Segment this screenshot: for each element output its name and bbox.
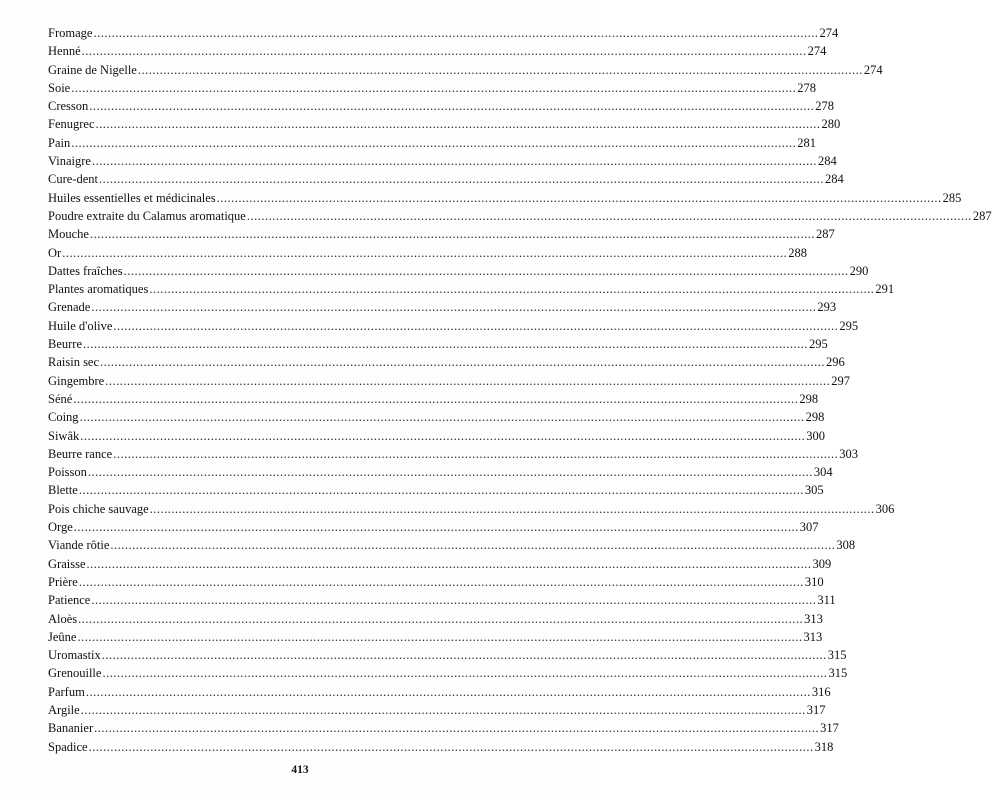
index-entry [48, 408, 825, 426]
entry-page-number: 284 [817, 154, 837, 169]
entry-page-number: 307 [799, 520, 819, 535]
entry-term: Argile [48, 702, 80, 717]
dot-leader: ........................................................................................................................................................................................................ [71, 135, 797, 150]
entry-term: Huile d'olive [48, 318, 113, 333]
entry-term: Viande rôtie [48, 538, 110, 553]
entry-page-number: 298 [799, 391, 819, 406]
index-entry [48, 500, 895, 518]
index-entry [48, 481, 824, 499]
entry-term: Mouche [48, 227, 89, 242]
index-entry [48, 610, 823, 628]
entry-page-number: 315 [828, 666, 848, 681]
entry-term: Bananier [48, 721, 94, 736]
entry-page-number: 318 [814, 739, 834, 754]
entry-term: Séné [48, 391, 73, 406]
dot-leader: ........................................................................................................................................................................................................ [149, 501, 875, 516]
dot-leader: ........................................................................................................................................................................................................ [98, 172, 824, 187]
dot-leader: ........................................................................................................................................................................................................ [80, 702, 806, 717]
dot-leader: ........................................................................................................................................................................................................ [102, 666, 828, 681]
entry-term: Dattes fraîches [48, 263, 123, 278]
entry-term: Pain [48, 135, 71, 150]
entry-page-number: 306 [875, 501, 895, 516]
index-entry [48, 207, 992, 225]
dot-leader: ........................................................................................................................................................................................................ [87, 465, 813, 480]
entry-page-number: 285 [942, 190, 962, 205]
entry-page-number: 284 [824, 172, 844, 187]
entry-term: Raisin sec [48, 355, 100, 370]
dot-leader: ........................................................................................................................................................................................................ [77, 629, 803, 644]
entry-term: Cure-dent [48, 172, 98, 187]
dot-leader: ........................................................................................................................................................................................................ [88, 739, 814, 754]
entry-term: Graisse [48, 556, 86, 571]
index-entry [48, 115, 841, 133]
entry-term: Patience [48, 593, 91, 608]
entry-term: Henné [48, 44, 81, 59]
entry-page-number: 304 [813, 465, 833, 480]
entry-page-number: 295 [809, 337, 828, 352]
dot-leader: ........................................................................................................................................................................................................ [149, 282, 875, 297]
index-entry [48, 61, 883, 79]
dot-leader: ........................................................................................................................................................................................................ [101, 648, 827, 663]
index-entry [48, 719, 839, 737]
index-entry [48, 79, 816, 97]
index-entry [48, 390, 819, 408]
entry-page-number: 298 [805, 410, 825, 425]
entry-term: Gingembre [48, 373, 105, 388]
index-entry [48, 317, 859, 335]
entry-page-number: 317 [806, 702, 826, 717]
entry-page-number: 278 [815, 99, 835, 114]
index-entry [48, 42, 827, 60]
entry-page-number: 313 [803, 629, 823, 644]
index-entry [48, 536, 856, 554]
entry-term: Parfum [48, 684, 85, 699]
index-entry [48, 244, 807, 262]
entry-term: Poisson [48, 465, 87, 480]
index-entry [48, 353, 845, 371]
entry-page-number: 287 [972, 208, 992, 223]
dot-leader: ........................................................................................................................................................................................................ [91, 154, 817, 169]
dot-leader: ........................................................................................................................................................................................................ [62, 245, 788, 260]
entry-page-number: 274 [863, 62, 883, 77]
entry-term: Or [48, 245, 62, 260]
dot-leader: ........................................................................................................................................................................................................ [73, 520, 799, 535]
entry-page-number: 295 [839, 318, 859, 333]
dot-leader: ........................................................................................................................................................................................................ [86, 556, 812, 571]
dot-leader: ........................................................................................................................................................................................................ [123, 263, 849, 278]
dot-leader: ........................................................................................................................................................................................................ [113, 318, 839, 333]
entry-term: Fenugrec [48, 117, 95, 132]
entry-term: Poudre extraite du Calamus aromatique [48, 208, 246, 223]
index-entry [48, 555, 832, 573]
index-entry [48, 97, 835, 115]
index-entry [48, 664, 848, 682]
dot-leader: ........................................................................................................................................................................................................ [246, 208, 972, 223]
index-entry [48, 701, 826, 719]
entry-term: Cresson [48, 99, 89, 114]
entry-term: Coing [48, 410, 79, 425]
dot-leader: ........................................................................................................................................................................................................ [91, 300, 817, 315]
entry-term: Jeûne [48, 629, 77, 644]
entry-page-number: 291 [875, 282, 895, 297]
index-entry [48, 427, 825, 445]
dot-leader: ........................................................................................................................................................................................................ [81, 44, 807, 59]
dot-leader: ........................................................................................................................................................................................................ [78, 574, 804, 589]
dot-leader: ........................................................................................................................................................................................................ [89, 227, 815, 242]
entry-term: Soie [48, 80, 71, 95]
dot-leader: ........................................................................................................................................................................................................ [94, 721, 820, 736]
entry-page-number: 297 [831, 373, 850, 388]
entry-term: Vinaigre [48, 154, 91, 169]
index-entry [48, 372, 850, 390]
index-entry [48, 152, 837, 170]
entry-term: Fromage [48, 26, 93, 40]
dot-leader: ........................................................................................................................................................................................................ [79, 410, 805, 425]
dot-leader: ........................................................................................................................................................................................................ [89, 99, 815, 114]
entry-term: Spadice [48, 739, 88, 754]
entry-page-number: 309 [812, 556, 832, 571]
entry-page-number: 274 [807, 44, 827, 59]
dot-leader: ........................................................................................................................................................................................................ [113, 446, 839, 461]
entry-term: Siwâk [48, 428, 80, 443]
dot-leader: ........................................................................................................................................................................................................ [78, 611, 804, 626]
entry-page-number: 280 [821, 117, 841, 132]
entry-term: Uromastix [48, 648, 101, 663]
index-entry [48, 24, 839, 42]
entry-term: Beurre [48, 337, 83, 352]
entry-page-number: 296 [826, 355, 845, 370]
index-entry [48, 170, 844, 188]
entry-term: Pois chiche sauvage [48, 501, 149, 516]
entry-term: Prière [48, 574, 78, 589]
entry-page-number: 293 [817, 300, 837, 315]
entry-page-number: 305 [804, 483, 824, 498]
entry-term: Beurre rance [48, 446, 113, 461]
index-list [48, 24, 992, 756]
entry-term: Aloès [48, 611, 78, 626]
entry-page-number: 310 [804, 574, 824, 589]
index-entry [48, 189, 962, 207]
entry-page-number: 274 [819, 26, 839, 40]
index-entry [48, 134, 816, 152]
dot-leader: ........................................................................................................................................................................................................ [83, 337, 809, 352]
dot-leader: ........................................................................................................................................................................................................ [100, 355, 826, 370]
dot-leader: ........................................................................................................................................................................................................ [85, 684, 811, 699]
entry-page-number: 278 [797, 80, 816, 95]
dot-leader: ........................................................................................................................................................................................................ [71, 80, 797, 95]
index-entry [48, 738, 834, 756]
index-entry [48, 683, 831, 701]
dot-leader: ........................................................................................................................................................................................................ [78, 483, 804, 498]
dot-leader: ........................................................................................................................................................................................................ [105, 373, 831, 388]
entry-page-number: 313 [804, 611, 823, 626]
dot-leader: ........................................................................................................................................................................................................ [93, 26, 819, 40]
index-entry [48, 225, 835, 243]
page-number: 413 [291, 764, 309, 776]
index-entry [48, 518, 819, 536]
dot-leader: ........................................................................................................................................................................................................ [80, 428, 806, 443]
dot-leader: ........................................................................................................................................................................................................ [95, 117, 821, 132]
entry-term: Blette [48, 483, 78, 498]
entry-page-number: 316 [811, 684, 831, 699]
dot-leader: ........................................................................................................................................................................................................ [216, 190, 942, 205]
dot-leader: ........................................................................................................................................................................................................ [137, 62, 863, 77]
entry-term: Grenade [48, 300, 91, 315]
index-entry [48, 335, 828, 353]
entry-term: Orge [48, 520, 73, 535]
dot-leader: ........................................................................................................................................................................................................ [73, 391, 799, 406]
entry-page-number: 281 [797, 135, 816, 150]
index-entry [48, 591, 836, 609]
dot-leader: ........................................................................................................................................................................................................ [110, 538, 836, 553]
entry-page-number: 308 [836, 538, 856, 553]
entry-term: Grenouille [48, 666, 102, 681]
index-entry [48, 445, 858, 463]
entry-page-number: 315 [827, 648, 847, 663]
entry-page-number: 290 [849, 263, 869, 278]
entry-page-number: 317 [820, 721, 839, 736]
index-entry [48, 280, 895, 298]
entry-page-number: 288 [788, 245, 807, 260]
entry-page-number: 303 [839, 446, 858, 461]
entry-page-number: 311 [817, 593, 836, 608]
entry-page-number: 287 [815, 227, 835, 242]
index-entry [48, 628, 823, 646]
index-entry [48, 573, 824, 591]
dot-leader: ........................................................................................................................................................................................................ [91, 593, 817, 608]
entry-term: Huiles essentielles et médicinales [48, 190, 216, 205]
index-entry [48, 646, 847, 664]
index-entry [48, 262, 869, 280]
entry-term: Plantes aromatiques [48, 282, 149, 297]
entry-term: Graine de Nigelle [48, 62, 137, 77]
entry-page-number: 300 [806, 428, 825, 443]
index-entry [48, 463, 833, 481]
index-entry [48, 298, 837, 316]
